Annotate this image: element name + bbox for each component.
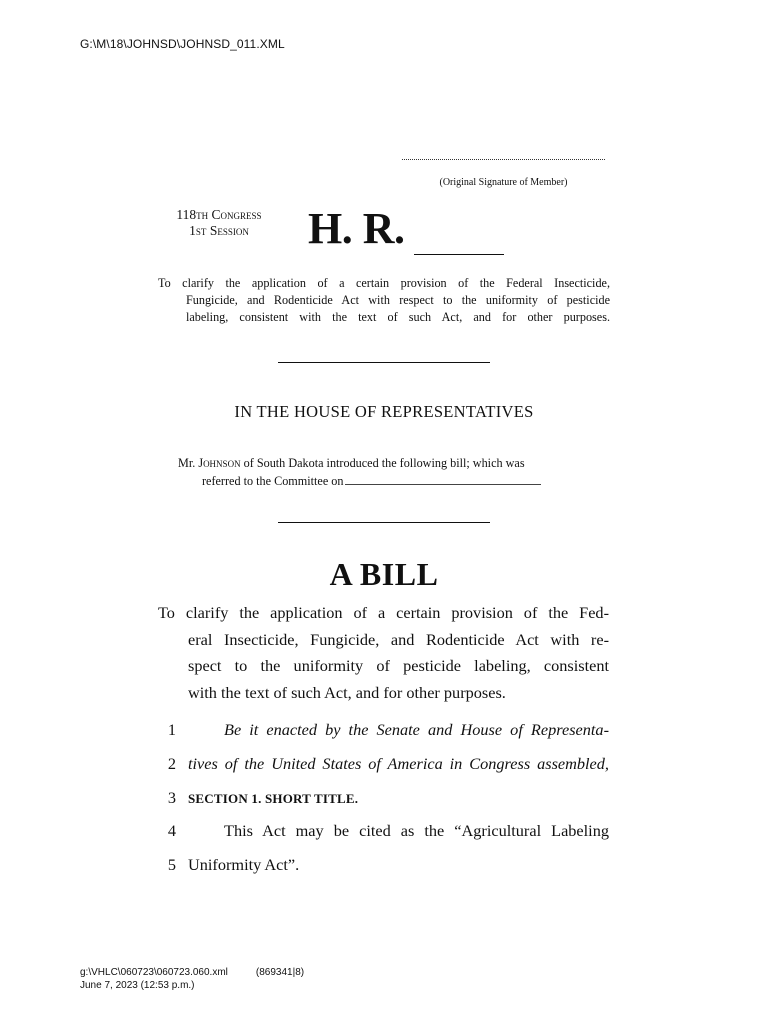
session-number: 1 xyxy=(189,223,196,238)
bill-number-blank xyxy=(414,254,504,255)
session-word: Session xyxy=(206,223,249,238)
line-number: 3 xyxy=(167,788,176,807)
footer-path: g:\VHLC\060723\060723.060.xml xyxy=(80,967,228,978)
section-text-line: This Act may be cited as the “Agricultural Labeling xyxy=(224,821,609,840)
bill-designation: H. R. xyxy=(308,204,405,253)
congress-number: 118 xyxy=(176,207,197,222)
chamber-heading: IN THE HOUSE OF REPRESENTATIVES xyxy=(234,402,534,421)
file-path: G:\M\18\JOHNSD\JOHNSD_011.XML xyxy=(80,37,285,51)
a-bill-heading: A BILL xyxy=(329,556,439,592)
line-number: 1 xyxy=(167,720,176,739)
footer-line xyxy=(80,966,304,979)
long-title-line: To clarify the application of a certain provision of the Fed- xyxy=(158,603,609,622)
section-heading: SECTION 1. SHORT TITLE. xyxy=(188,791,359,806)
introduction-text: of South Dakota introduced the following bill; which was xyxy=(240,456,525,470)
introduction-line xyxy=(178,454,590,472)
committee-referral: referred to the Committee on xyxy=(202,474,344,488)
committee-blank xyxy=(345,483,541,485)
congress-line xyxy=(152,207,286,223)
long-title-line: with the text of such Act, and for other purposes. xyxy=(188,682,506,702)
long-title-line: eral Insecticide, Fungicide, and Rodenticide Act with re- xyxy=(188,629,609,649)
enacting-clause-line: tives of the United States of America in Congress assembled, xyxy=(188,754,609,773)
session-suffix: st xyxy=(195,223,207,238)
session-line xyxy=(152,223,286,239)
short-description-line: Fungicide, and Rodenticide Act with respect to the uniformity of pesticide xyxy=(186,293,610,307)
sponsor-prefix: Mr. J xyxy=(178,456,204,470)
long-title xyxy=(158,600,609,706)
signature-line xyxy=(402,159,605,160)
divider-rule xyxy=(278,362,490,363)
section-text-line: Uniformity Act”. xyxy=(188,855,300,874)
line-number: 2 xyxy=(167,754,176,773)
long-title-line: spect to the uniformity of pesticide labeling, consistent xyxy=(188,656,609,675)
introduction xyxy=(178,454,590,490)
line-number: 4 xyxy=(167,821,176,840)
enacting-clause-line: Be it enacted by the Senate and House of Representa- xyxy=(224,720,609,739)
footer-code: (869341|8) xyxy=(255,967,305,978)
divider-rule xyxy=(278,522,490,523)
congress-suffix: th xyxy=(196,207,209,222)
footer xyxy=(80,966,304,992)
sponsor-name: ohnson xyxy=(203,456,241,470)
line-number: 5 xyxy=(167,855,176,874)
short-description-line: To clarify the application of a certain provision of the Federal Insecticide, xyxy=(158,276,610,290)
congress-session xyxy=(152,207,286,239)
congress-word: Congress xyxy=(208,207,262,222)
introduction-line xyxy=(178,472,590,490)
footer-date: June 7, 2023 (12:53 p.m.) xyxy=(80,980,195,991)
short-description-line: labeling, consistent with the text of such Act, and for other purposes. xyxy=(186,310,610,324)
signature-caption: (Original Signature of Member) xyxy=(439,177,568,188)
